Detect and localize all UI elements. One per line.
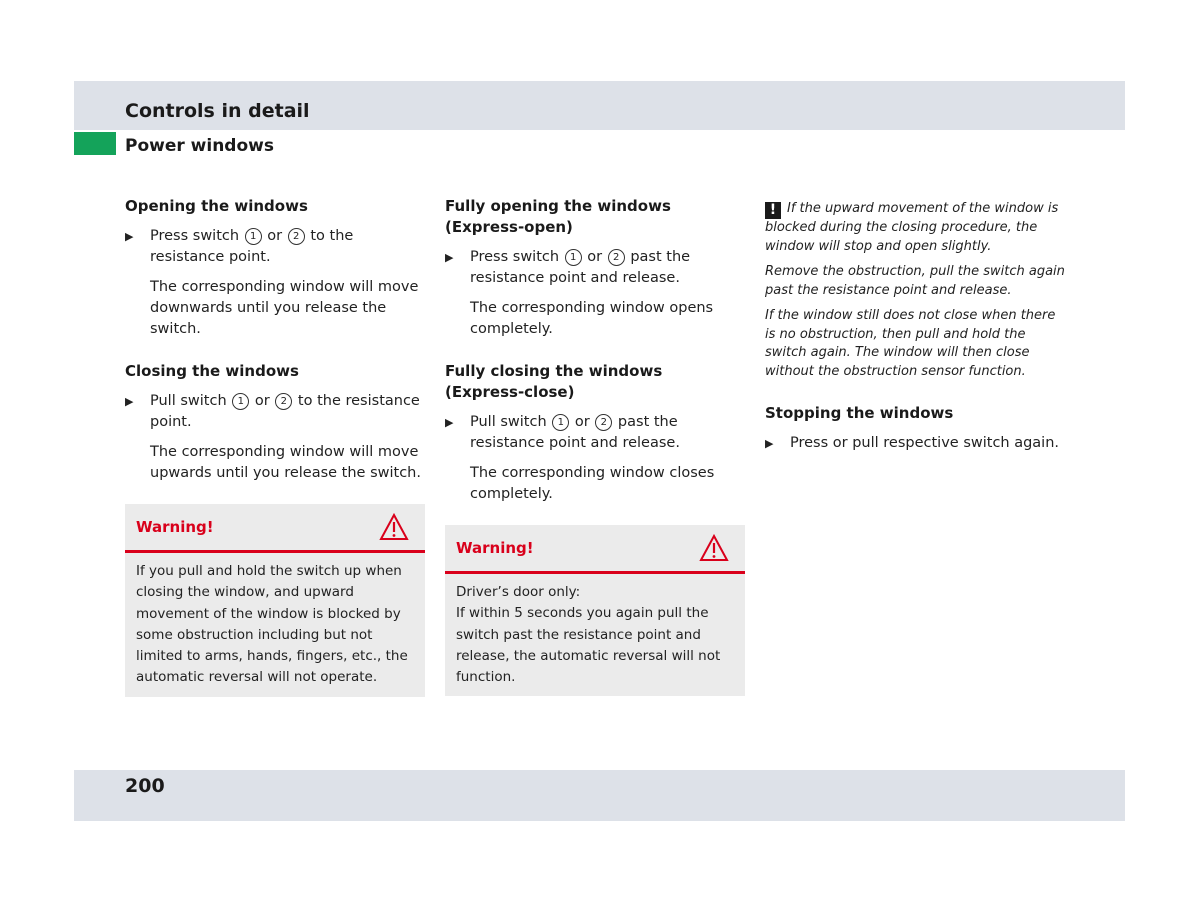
closing-windows-heading: Closing the windows <box>125 362 299 380</box>
section-color-tab <box>74 132 116 155</box>
warning-text: If you pull and hold the switch up when closing the window, and upward movement of the window is blocked by some obstruction including but not limited to arms, hands, fingers, etc., the automatic reversal will not operate. <box>136 563 408 686</box>
column-3 <box>765 196 1065 463</box>
stopping-windows-heading: Stopping the windows <box>765 404 954 422</box>
warning-label: Warning! <box>456 539 534 557</box>
note-paragraph-1: ! If the upward movement of the window is blocked during the closing procedure, the window will stop and open slightly. <box>765 201 1059 254</box>
footer-band <box>74 770 1125 821</box>
warning-text <box>445 574 745 696</box>
warning-header <box>125 504 425 553</box>
page-number: 200 <box>125 775 165 797</box>
switch-2-icon: 2 <box>275 393 292 410</box>
fully-opening-step: ▶ Press switch 1 or 2 past the resistance point and release. <box>445 249 691 286</box>
switch-2-icon: 2 <box>288 228 305 245</box>
arrow-right-icon: ▶ <box>765 437 774 450</box>
column-1 <box>125 196 425 697</box>
note-paragraph-2: Remove the obstruction, pull the switch again past the resistance point and release. <box>765 264 1065 298</box>
switch-1-icon: 1 <box>232 393 249 410</box>
note-paragraph-3: If the window still does not close when there is no obstruction, then pull and hold the switch again. The window will then close without the obstruction sensor function. <box>765 308 1056 379</box>
column-2 <box>445 196 745 696</box>
warning-label: Warning! <box>136 518 214 536</box>
section-title: Power windows <box>125 136 274 156</box>
arrow-right-icon: ▶ <box>125 230 134 243</box>
opening-result: The corresponding window will move downwards until you release the switch. <box>150 279 419 337</box>
arrow-right-icon: ▶ <box>125 395 134 408</box>
warning-line-2: If within 5 seconds you again pull the switch past the resistance point and release, the automatic reversal will not function. <box>456 605 721 686</box>
switch-1-icon: 1 <box>552 414 569 431</box>
fully-closing-step: ▶ Pull switch 1 or 2 past the resistance point and release. <box>445 414 680 451</box>
stopping-step: ▶ Press or pull respective switch again. <box>765 433 1065 454</box>
switch-2-icon: 2 <box>595 414 612 431</box>
warning-line-1: Driver’s door only: <box>456 584 581 600</box>
closing-result: The corresponding window will move upwards until you release the switch. <box>150 444 421 481</box>
closing-step: ▶ Pull switch 1 or 2 to the resistance point. <box>125 393 420 430</box>
warning-header <box>445 525 745 574</box>
opening-windows-heading: Opening the windows <box>125 197 308 215</box>
arrow-right-icon: ▶ <box>445 251 454 264</box>
switch-1-icon: 1 <box>565 249 582 266</box>
arrow-right-icon: ▶ <box>445 416 454 429</box>
warning-triangle-icon <box>699 534 729 562</box>
switch-1-icon: 1 <box>245 228 262 245</box>
exclamation-icon: ! <box>765 202 781 219</box>
warning-triangle-icon <box>379 513 409 541</box>
switch-2-icon: 2 <box>608 249 625 266</box>
warning-box <box>125 504 425 697</box>
chapter-title: Controls in detail <box>125 100 310 122</box>
fully-closing-heading: Fully closing the windows (Express-close) <box>445 362 663 401</box>
fully-opening-result: The corresponding window opens completely. <box>470 300 714 337</box>
fully-opening-heading: Fully opening the windows (Express-open) <box>445 197 671 236</box>
opening-step: ▶ Press switch 1 or 2 to the resistance point. <box>125 228 354 265</box>
warning-box <box>445 525 745 696</box>
fully-closing-result: The corresponding window closes completely. <box>470 465 715 502</box>
